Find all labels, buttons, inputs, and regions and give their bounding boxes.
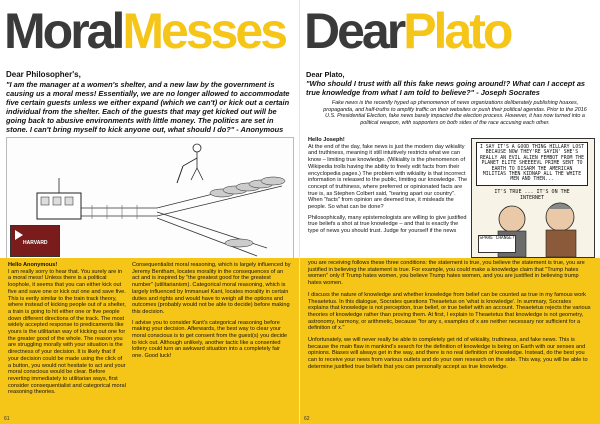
cartoon-speech-bubble: I SAY IT'S A GOOD THING HILLARY LOST BECAUSE NOW THEY'RE SAYIN' SHE'S REALLY AN EVIL ALIEN FEMBOT FROM THE PLANET ELITE SHEEEEVL PRIME SENT TO EARTH TO DISARM THE AMERICAN MILITIAS THEN KIDNAP ALL THE WHITE MEN AND THEN... [476, 142, 588, 186]
fake-news-intro: Fake news is the recently hyped up phenomenon of news organizations deliberately publishing hoaxes, propaganda, and half-truths to amplify traffic on their websites or push their political agendas. Prior to the 2016 U.S. Presidential Election, fake news barely impacted the election process. However, it has now turned into a political weapon, with supporters on both sides of the race accusing each other. [323, 100, 587, 126]
answer-column-2 [132, 262, 292, 364]
banner-word-2: Messes [122, 3, 286, 59]
spare-change-sign: SPARE CHANGE? [478, 235, 516, 253]
letter-question: "Who should I trust with all this fake news going around!? What can I accept as true knowledge from what I am told to believe?" - Joseph Socrates [306, 79, 586, 97]
reader-letter [6, 70, 294, 134]
page-number: 62 [304, 416, 310, 422]
reply-heading: Hello Joseph! [308, 137, 345, 143]
answer-paragraph: I am really sorry to hear that. You surely are in a moral mess! Unless there is a political loophole, it seems that you can either kick out five and save one or kick out one and save five. This is eerily similar to the train track theory, where instead of kicking people out of a shelter, a train is going to hit either one or five people down different directions of the track. The most widely accepted response to predicaments like yours is the utilitarian way of kicking out one for the greater good of the whole. The reason you are struggling morally with your situation is the directness of your decision. It is likely that if your decision could be made using the click of a button, you would not hesitate to act and your moral conscious would be clear. Before reverting immediately to utilitarian ways, first consider consequentialist and categorical moral reasoning theories. [8, 268, 126, 396]
reply-body [308, 260, 592, 376]
page-number: 61 [4, 416, 10, 422]
letter-salutation: Dear Plato, [306, 70, 345, 79]
answer-paragraph: I advise you to consider Kant's categorical reasoning before making your decision. Afterwards, the best way to clear your moral conscious is to get consent from the guest(s) you decide to kick out. Although unlikely, another tactic like a consented lottery could turn an awkward situation into a completely fair one. Good luck! [132, 319, 288, 360]
letter-question: "I am the manager at a women's shelter, and a new law by the government is causing us a moral mess! Essentially, we are no longer allowed to accommodate five certain guests unless we either expand (which we can't) or kick out a certain individual from the shelter. Each of the guests that may get kicked out will be going back to abusive environments with little money. The politics are set in stone. I can't bring myself to kick anyone out, what should I do?" - Anonymous [6, 80, 290, 134]
reply-paragraph: Philosophically, many epistemologists are willing to give justified true beliefs a shot at true knowledge – and that is exactly the type of news you should trust. Judge for yourself if the news [308, 214, 467, 235]
reply-paragraph: At the end of the day, fake news is just the modern day wikiality and truthiness, meaning it still intuitively restricts what we can know – limiting true knowledge. (Wikiality is the phenomenon of Wikipedia trolls having the ability to freely edit facts from their encyclopedia pages.) The problem with wikiality is that incorrect information is released to the public, limiting our knowledge. The concept of truthiness, where preferred or opinionated facts are true is, as Stephen Colbert said, "tearing apart our country". When "facts" from opinion are deemed true, it misleads the people. So what can be done? [308, 143, 468, 211]
harvard-video-thumbnail[interactable] [10, 225, 60, 257]
reply-column [308, 137, 468, 239]
banner-word-1: Moral [4, 3, 123, 59]
right-page [300, 0, 600, 424]
reply-paragraph: I discuss the nature of knowledge and whether knowledge from belief can be counted as true in my famous work Theaetetus. In this dialogue, Socrates questions Theaetetus on 'what is knowledge'. In summary, Socrates explains that knowledge is not perception, true belief, or true belief with an account. Theaetetus rejects the various theories of knowledge rather than proving them. At first, I explain to Theaetetus that knowledge is not geometry, astronomy, harmony, or arithmetic, because "for any x, examples of x are neither necessary nor sufficient for a definition of x." [308, 291, 591, 332]
answer-paragraph: Consequentialist moral reasoning, which is largely influenced by Jeremy Bentham, locates morality in the consequences of an act and is inspired by "the greatest good for the greatest number" (utilitarianism). Categorical moral reasoning, which is largely influenced by Immanuel Kant, locates morality in certain duties and rights and would have to weigh all the options and outcomes (probably would not be able to decide) before making this decision. [132, 262, 291, 315]
banner-word-2: Plato [403, 3, 511, 59]
reply-paragraph: you are receiving follows these three conditions: the statement is true, you believe the statement is true, you are justified in believing the statement is true. For example, you could make a knowledge claim that "Trump hates women" only if Trump hates women, you believe Trump hates women, and you are justified in believing trump hates women. [308, 260, 585, 287]
moral-messes-banner [0, 0, 300, 62]
cartoon-caption: IT'S TRUE ... IT'S ON THE INTERNET [494, 189, 570, 201]
reader-letter [306, 70, 594, 97]
political-cartoon [471, 138, 595, 258]
answer-heading: Hello Anonymous! [8, 262, 58, 268]
banner-word-1: Dear [304, 3, 404, 59]
answer-column-1 [8, 262, 126, 400]
reply-paragraph: Unfortunately, we will never really be able to completely get rid of wikiality, truthiness, and fake news. This is because the main flaw in mankind's search for the definition of knowledge is being on Earth with our senses and opinions. Biases will always get in the way, and there is no real definition of knowledge. Instead, do the best you can to receive your news from various outlets and do your own research on the side. This way, you will be able to determine justified true beliefs that you can personally accept as true knowledge. [308, 337, 588, 370]
dear-plato-banner [300, 0, 600, 62]
letter-salutation: Dear Philosopher's, [6, 70, 81, 79]
play-icon[interactable] [15, 230, 23, 240]
video-label: HARVARD [23, 240, 48, 246]
